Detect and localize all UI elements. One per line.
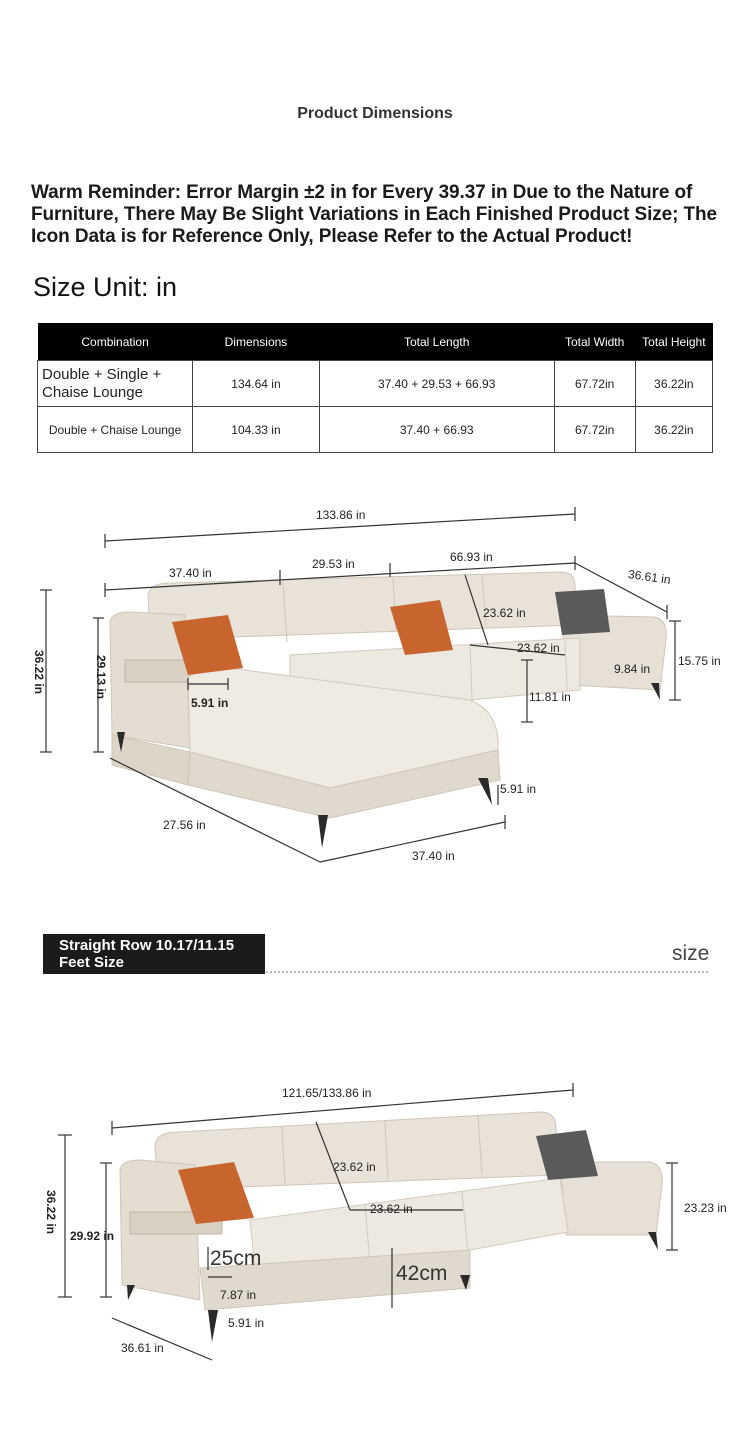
warm-reminder-text: Warm Reminder: Error Margin ±2 in for Every 39.37 in Due to the Nature of Furniture, There May Be Slight Variations in Each Finished Product Size; The Icon Data is for Reference Only, Please Refer to the Actual Product!: [31, 182, 718, 247]
dim-total-height: 36.22 in: [44, 1189, 59, 1235]
col-total-length: Total Length: [319, 323, 554, 361]
straight-sofa-illustration: [120, 1112, 662, 1342]
sectional-sofa-illustration: [110, 572, 666, 848]
dim-seat-depth: 23.62 in: [370, 1202, 413, 1216]
col-combination: Combination: [38, 323, 193, 361]
dim-depth: 36.61 in: [121, 1341, 164, 1355]
cell-combination: Double + Chaise Lounge: [38, 407, 193, 453]
size-unit-heading: Size Unit: in: [33, 272, 178, 302]
dim-right-height: 23.23 in: [684, 1201, 727, 1215]
cell-total-length: 37.40 + 66.93: [319, 407, 554, 453]
dim-chaise-depth: 27.56 in: [163, 818, 206, 832]
cell-combination: Double + Single + Chaise Lounge: [38, 361, 193, 407]
dim-overall-length: 121.65/133.86 in: [282, 1086, 372, 1100]
straight-row-banner: [43, 934, 265, 974]
dim-total-height: 36.22 in: [32, 649, 47, 695]
cell-total-height: 36.22in: [635, 361, 712, 407]
cell-dimensions: 104.33 in: [193, 407, 320, 453]
dim-cm-seat: 42cm: [396, 1262, 448, 1285]
size-label: size: [672, 942, 710, 965]
cell-total-width: 67.72in: [554, 361, 635, 407]
banner-line1: Straight Row 10.17/11.15: [59, 937, 235, 954]
cell-total-length: 37.40 + 29.53 + 66.93: [319, 361, 554, 407]
dim-right-height: 15.75 in: [678, 654, 721, 668]
dim-overall-length: 133.86 in: [316, 508, 366, 522]
cell-total-width: 67.72in: [554, 407, 635, 453]
dim-leg-height: 5.91 in: [228, 1316, 265, 1330]
col-total-width: Total Width: [554, 323, 635, 361]
col-dimensions: Dimensions: [193, 323, 320, 361]
page-title: Product Dimensions: [297, 105, 453, 122]
dim-back-height: 23.62 in: [333, 1160, 376, 1174]
dim-arm-height: 29.13 in: [94, 654, 109, 700]
sofa-leg: [208, 1310, 218, 1342]
dim-seat-depth: 23.62 in: [517, 641, 560, 655]
dim-seg-left: 37.40 in: [169, 566, 212, 580]
banner-line2: Feet Size: [59, 954, 125, 971]
dim-arm-width: 7.87 in: [220, 1288, 257, 1302]
dim-seg-mid: 29.53 in: [312, 557, 355, 571]
dim-back-height: 23.62 in: [483, 606, 526, 620]
dim-arm-width: 5.91 in: [191, 696, 229, 710]
dim-seg-right: 66.93 in: [450, 550, 493, 564]
dim-depth-right: 36.61 in: [627, 567, 672, 587]
houndstooth-pillow-icon: [555, 589, 610, 635]
dim-arm-height-right: 9.84 in: [614, 662, 651, 676]
sofa-leg: [318, 815, 328, 848]
dim-seat-height: 11.81 in: [529, 690, 571, 704]
dim-cm-arm: 25cm: [210, 1247, 262, 1270]
dim-chaise-width: 37.40 in: [412, 849, 455, 863]
sofa-leg: [127, 1285, 135, 1300]
dim-leg-height: 5.91 in: [500, 782, 537, 796]
col-total-height: Total Height: [635, 323, 712, 361]
cell-dimensions: 134.64 in: [193, 361, 320, 407]
cell-total-height: 36.22in: [635, 407, 712, 453]
dim-arm-height: 29.92 in: [70, 1229, 115, 1243]
